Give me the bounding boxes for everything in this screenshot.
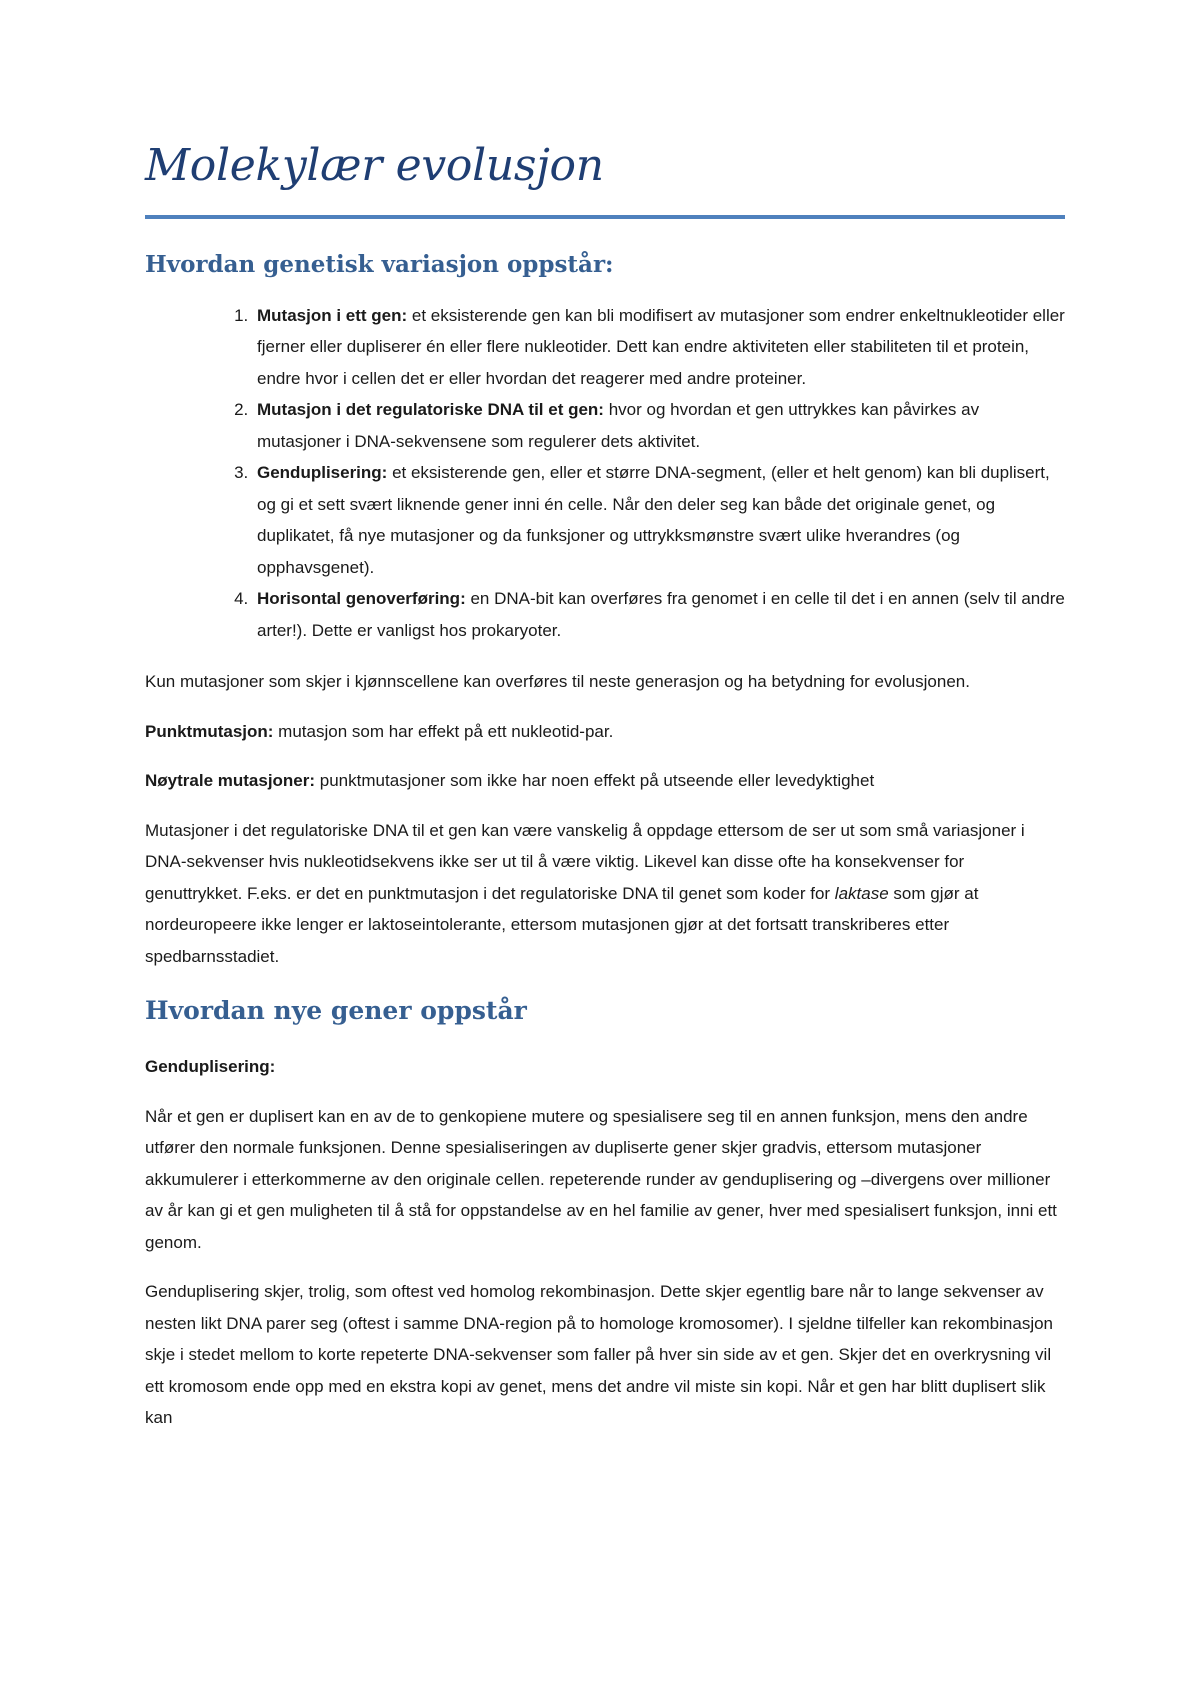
definition-text: punktmutasjoner som ikke har noen effekt på utseende eller levedyktighet [315, 771, 875, 791]
subheading-gene-duplication [145, 1051, 1065, 1083]
document-content [145, 140, 1065, 1452]
list-item-text: hvor og hvordan et gen uttrykkes kan påvirkes av mutasjoner i DNA-sekvensene som regulerer dets aktivitet. [257, 400, 980, 451]
list-item [253, 583, 1065, 646]
subheading-text: Genduplisering: [145, 1057, 276, 1077]
germline-paragraph: Kun mutasjoner som skjer i kjønnscellene kan overføres til neste generasjon og ha betydning for evolusjonen. [145, 672, 970, 692]
regulatory-dna-paragraph [145, 815, 1065, 973]
list-item [253, 300, 1065, 395]
list-item-term: Horisontal genoverføring: [257, 589, 466, 609]
list-item-text: en DNA-bit kan overføres fra genomet i en celle til det i en annen (selv til andre arter!). Dette er vanligst hos prokaryoter. [257, 589, 1065, 640]
document-title: Molekylær evolusjon [145, 140, 604, 191]
definition-term: Punktmutasjon: [145, 721, 274, 741]
variation-sources-list [145, 300, 1065, 647]
italic-term-lactase: laktase [834, 883, 889, 903]
neutral-mutation-definition [145, 765, 1065, 797]
list-item-term: Genduplisering: [257, 463, 388, 483]
list-item [253, 457, 1065, 583]
list-item-text: et eksisterende gen, eller et større DNA-segment, (eller et helt genom) kan bli duplisert, og gi et sett svært liknende gener inni én celle. Når den deler seg kan både det originale genet, og duplikatet, få nye mutasjoner og da funksjoner og uttrykksmønstre svært ulike hverandres (og opphavsgenet). [257, 463, 1050, 577]
definition-text: mutasjon som har effekt på ett nukleotid-par. [273, 721, 614, 741]
paragraph-text: som gjør at nordeuropeere ikke lenger er laktoseintolerante, ettersom mutasjonen gjør at det fortsatt transkriberes etter spedbarnsstadiet. [145, 883, 979, 966]
title-underline [145, 215, 1065, 219]
list-item-term: Mutasjon i det regulatoriske DNA til et gen: [257, 400, 604, 420]
section-heading-genetic-variation: Hvordan genetisk variasjon oppstår: [145, 250, 614, 278]
list-item-term: Mutasjon i ett gen: [257, 305, 408, 325]
section-heading-new-genes: Hvordan nye gener oppstår [145, 996, 527, 1026]
duplication-paragraph-2: Genduplisering skjer, trolig, som oftest ved homolog rekombinasjon. Dette skjer egentlig bare når to lange sekvenser av nesten likt DNA parer seg (oftest i samme DNA-region på to homologe kromosomer). I sjeldne tilfeller kan rekombinasjon skje i stedet mellom to korte repeterte DNA-sekvenser som faller på hver sin side av et gen. Skjer det en overkrysning vil ett kromosom ende opp med en ekstra kopi av genet, mens det andre vil miste sin kopi. Når et gen har blitt duplisert slik kan [145, 1282, 1054, 1428]
list-item-text: et eksisterende gen kan bli modifisert av mutasjoner som endrer enkeltnukleotider eller fjerner eller dupliserer én eller flere nukleotider. Dett kan endre aktiviteten eller stabiliteten til et protein, endre hvor i cellen det er eller hvordan det reagerer med andre proteiner. [257, 305, 1065, 388]
point-mutation-definition [145, 716, 1065, 748]
definition-term: Nøytrale mutasjoner: [145, 771, 316, 791]
list-item [253, 394, 1065, 457]
duplication-paragraph-1: Når et gen er duplisert kan en av de to genkopiene mutere og spesialisere seg til en annen funksjon, mens den andre utfører den normale funksjonen. Denne spesialiseringen av dupliserte gener skjer gradvis, ettersom mutasjoner akkumulerer i etterkommerne av den originale cellen. repeterende runder av genduplisering og –divergens over millioner av år kan gi et gen muligheten til å stå for oppstandelse av en hel familie av gener, hver med spesialisert funksjon, inni ett genom. [145, 1106, 1057, 1252]
paragraph-text: Mutasjoner i det regulatoriske DNA til et gen kan være vanskelig å oppdage ettersom de ser ut som små variasjoner i DNA-sekvenser hvis nukleotidsekvens ikke ser ut til å være viktig. Likevel kan disse ofte ha konsekvenser for genuttrykket. F.eks. er det en punktmutasjon i det regulatoriske DNA til genet som koder for [145, 820, 1025, 903]
